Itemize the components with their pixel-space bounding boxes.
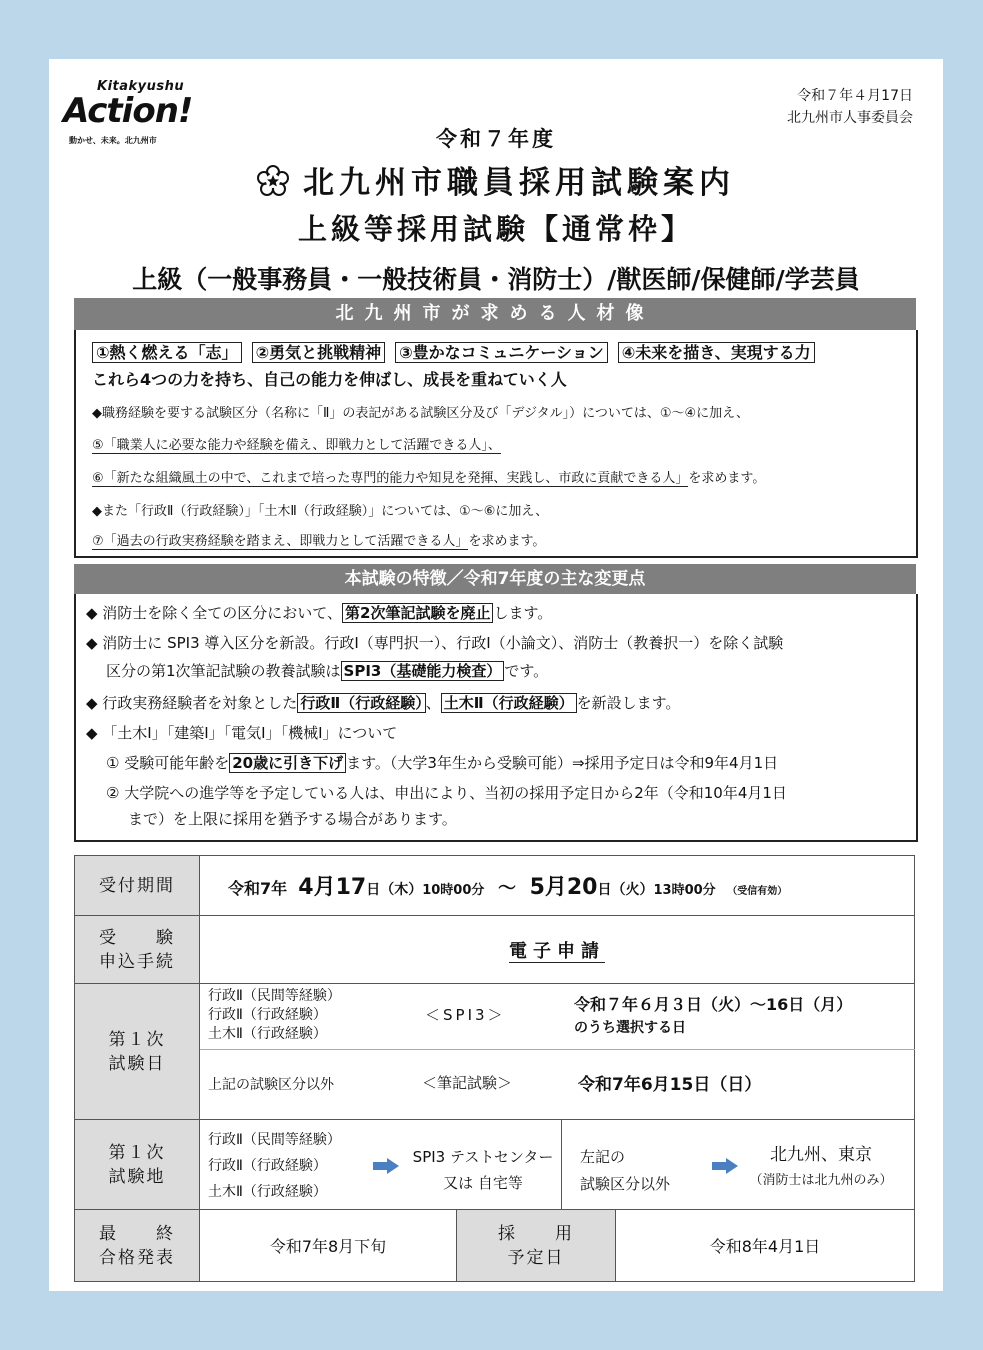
title-main: 北九州市職員採用試験案内	[303, 165, 735, 201]
s2-highlight: SPI3（基礎能力検査）	[341, 661, 505, 681]
right-arrow-icon	[712, 1158, 738, 1174]
table-row	[75, 1120, 915, 1210]
exam-place-spi-place1: SPI3 テストセンター	[412, 1148, 554, 1166]
title-categories: 上級（一般事務員・一般技術員・消防士）/獣医師/保健師/学芸員	[132, 265, 860, 294]
exam-date-label	[75, 984, 200, 1120]
exam-place-label-line2: 試験地	[108, 1166, 166, 1187]
exam-place-spi-places	[408, 1144, 558, 1196]
section2-heading: 本試験の特徴／令和7年度の主な変更点	[74, 564, 916, 594]
section1-heading: 北九州市が求める人材像	[74, 298, 916, 330]
s2-text: です。	[504, 662, 549, 680]
exam-date-written-method: ＜筆記試験＞	[422, 1074, 513, 1092]
exam-place-other-line1: 左記の	[580, 1148, 626, 1166]
s2-text: 区分の第1次筆記試験の教養試験は	[106, 662, 341, 680]
period-label: 受付期間	[75, 856, 200, 916]
exam-place-city: 北九州、東京	[770, 1145, 872, 1165]
period-era: 令和7年	[228, 879, 288, 898]
announce-label-line1: 最 終	[99, 1223, 175, 1244]
s2-item4-sub2-cont: まで）を上限に採用を猶予する場合があります。	[128, 810, 457, 828]
exam-place-label-line1: 第１次	[108, 1142, 166, 1163]
period-note: （受信有効）	[727, 886, 788, 897]
apply-value: 電子申請	[509, 940, 606, 962]
section2-box	[74, 594, 918, 842]
table-row	[75, 1210, 915, 1282]
s2-text: を新設します。	[576, 694, 681, 712]
s1-line5-tail: を求めます。	[468, 534, 546, 549]
qualities-summary: これら4つの力を持ち、自己の能力を伸ばし、成長を重ねていく人	[92, 370, 567, 389]
s2-highlight: 第2次筆記試験を廃止	[342, 603, 493, 623]
section1-box	[74, 330, 918, 558]
s1-line3-tail: を求めます。	[688, 471, 766, 486]
period-end-day: 日（火）	[597, 882, 654, 898]
announce-value: 令和7年8月下旬	[200, 1210, 457, 1282]
s2-highlight: 土木Ⅱ（行政経験）	[441, 693, 577, 713]
s2-item3	[86, 692, 680, 713]
announce-label-line2: 合格発表	[99, 1247, 175, 1268]
apply-value-cell	[200, 916, 915, 984]
exam-place-city-block	[736, 1140, 906, 1188]
s2-text: ます。（大学3年生から受験可能）⇒採用予定日は令和9年4月1日	[346, 754, 779, 772]
exam-place-other-cats	[580, 1144, 670, 1198]
s1-line3	[92, 467, 765, 486]
s2-text: ① 受験可能年齢を	[106, 754, 230, 772]
apply-label	[75, 916, 200, 984]
period-tilde: ～	[497, 878, 516, 899]
schedule-table	[74, 855, 915, 1282]
category-item: 行政Ⅱ（民間等経験）	[208, 988, 341, 1004]
announce-label	[75, 1210, 200, 1282]
exam-date-spi-date: 令和７年６月３日（火）～16日（月）	[574, 995, 853, 1014]
logo-kitakyushu-text: Kitakyushu	[97, 79, 185, 94]
exam-place-spi-cell	[200, 1120, 562, 1210]
exam-date-spi-cell	[200, 984, 915, 1050]
city-emblem-icon	[257, 165, 289, 197]
logo-action-text: Action!	[63, 91, 193, 131]
s2-text: します。	[493, 604, 553, 622]
title-sub: 上級等採用試験【通常枠】	[297, 212, 694, 246]
title-main-row	[49, 157, 943, 202]
s1-line3-underlined: ⑥「新たな組織風土の中で、これまで培った専門的能力や知見を発揮、実践し、市政に貢献できる人」	[92, 471, 689, 486]
logo-tagline: 動かせ、未来。北九州市	[69, 136, 157, 145]
table-row	[75, 1050, 915, 1120]
period-start-date: 4月17	[298, 875, 367, 900]
exam-date-written-cell	[200, 1050, 915, 1120]
exam-date-written-cats: 上記の試験区分以外	[208, 1077, 334, 1093]
right-arrow-icon	[373, 1158, 399, 1174]
period-end-date: 5月20	[529, 875, 598, 900]
s2-item4: ◆ 「土木Ⅰ」「建築Ⅰ」「電気Ⅰ」「機械Ⅰ」について	[86, 724, 398, 742]
s1-line4: ◆また「行政Ⅱ（行政経験）」「土木Ⅱ（行政経験）」については、①～⑥に加え、	[92, 504, 549, 519]
exam-place-city-note: （消防士は北九州のみ）	[749, 1173, 893, 1188]
hire-date-label-line1: 採 用	[498, 1223, 574, 1244]
quality-item: ②勇気と挑戦精神	[252, 342, 386, 363]
s1-line5	[92, 530, 545, 549]
category-item: 行政Ⅱ（民間等経験）	[208, 1132, 341, 1148]
s2-text: ◆ 消防士を除く全ての区分において、	[86, 604, 343, 622]
hire-date-value: 令和8年4月1日	[616, 1210, 915, 1282]
s2-item2-cont	[106, 660, 548, 681]
period-value	[200, 856, 915, 916]
issue-date: 令和７年４月17日	[797, 88, 913, 104]
exam-place-spi-cats	[208, 1127, 341, 1205]
exam-date-spi-note: のうち選択する日	[574, 1020, 686, 1036]
category-item: 行政Ⅱ（行政経験）	[208, 1007, 327, 1023]
s1-line1: ◆職務経験を要する試験区分（名称に「Ⅱ」の表記がある試験区分及び「デジタル」）については、①～④に加え、	[92, 406, 749, 421]
table-row	[75, 916, 915, 984]
title-year: 令和７年度	[436, 127, 556, 151]
exam-date-label-line2: 試験日	[108, 1053, 166, 1074]
s2-highlight: 行政Ⅱ（行政経験）	[297, 693, 425, 713]
period-start-day: 日（木）	[366, 882, 423, 898]
quality-item: ④未来を描き、実現する力	[618, 342, 815, 363]
table-row	[75, 984, 915, 1050]
s2-text: ◆ 行政実務経験者を対象とした	[86, 694, 298, 712]
s2-text: 、	[425, 694, 441, 712]
hire-date-label	[457, 1210, 616, 1282]
exam-date-label-line1: 第１次	[108, 1029, 166, 1050]
s2-item2: ◆ 消防士に SPI3 導入区分を新設。行政Ⅰ（専門択一）、行政Ⅰ（小論文）、消防士（教養択一）を除く試験	[86, 634, 784, 652]
apply-label-line1: 受 験	[99, 927, 175, 948]
exam-date-written-date: 令和7年6月15日（日）	[578, 1075, 762, 1095]
category-item: 土木Ⅱ（行政経験）	[208, 1184, 327, 1200]
apply-label-line2: 申込手続	[99, 951, 175, 972]
table-row	[75, 856, 915, 916]
qualities-row	[92, 340, 825, 363]
exam-date-spi-method: ＜SPI3＞	[425, 1006, 506, 1024]
s2-item1	[86, 602, 552, 623]
category-item: 行政Ⅱ（行政経験）	[208, 1158, 327, 1174]
s2-highlight: 20歳に引き下げ	[229, 753, 346, 773]
exam-place-label	[75, 1120, 200, 1210]
quality-item: ①熱く燃える「志」	[92, 342, 242, 363]
period-start-time: 10時00分	[422, 883, 485, 898]
s1-line2-text: ⑤「職業人に必要な能力や経験を備え、即戦力として活躍できる人」、	[92, 438, 501, 453]
document-sheet	[49, 59, 943, 1291]
period-end-time: 13時00分	[653, 883, 716, 898]
exam-place-other-cell	[562, 1120, 915, 1210]
exam-place-spi-place2: 又は 自宅等	[443, 1174, 523, 1192]
exam-place-other-line2: 試験区分以外	[580, 1175, 671, 1193]
exam-date-spi-cats	[208, 987, 341, 1044]
s1-line2	[92, 434, 501, 453]
issuer: 北九州市人事委員会	[787, 110, 913, 126]
s2-item4-sub2: ② 大学院への進学等を予定している人は、申出により、当初の採用予定日から2年（令和10年4月1日	[106, 784, 787, 802]
hire-date-label-line2: 予定日	[507, 1247, 565, 1268]
quality-item: ③豊かなコミュニケーション	[395, 342, 608, 363]
s1-line5-underlined: ⑦「過去の行政実務経験を踏まえ、即戦力として活躍できる人」	[92, 534, 469, 549]
category-item: 土木Ⅱ（行政経験）	[208, 1026, 327, 1042]
s2-item4-sub1	[106, 752, 778, 773]
